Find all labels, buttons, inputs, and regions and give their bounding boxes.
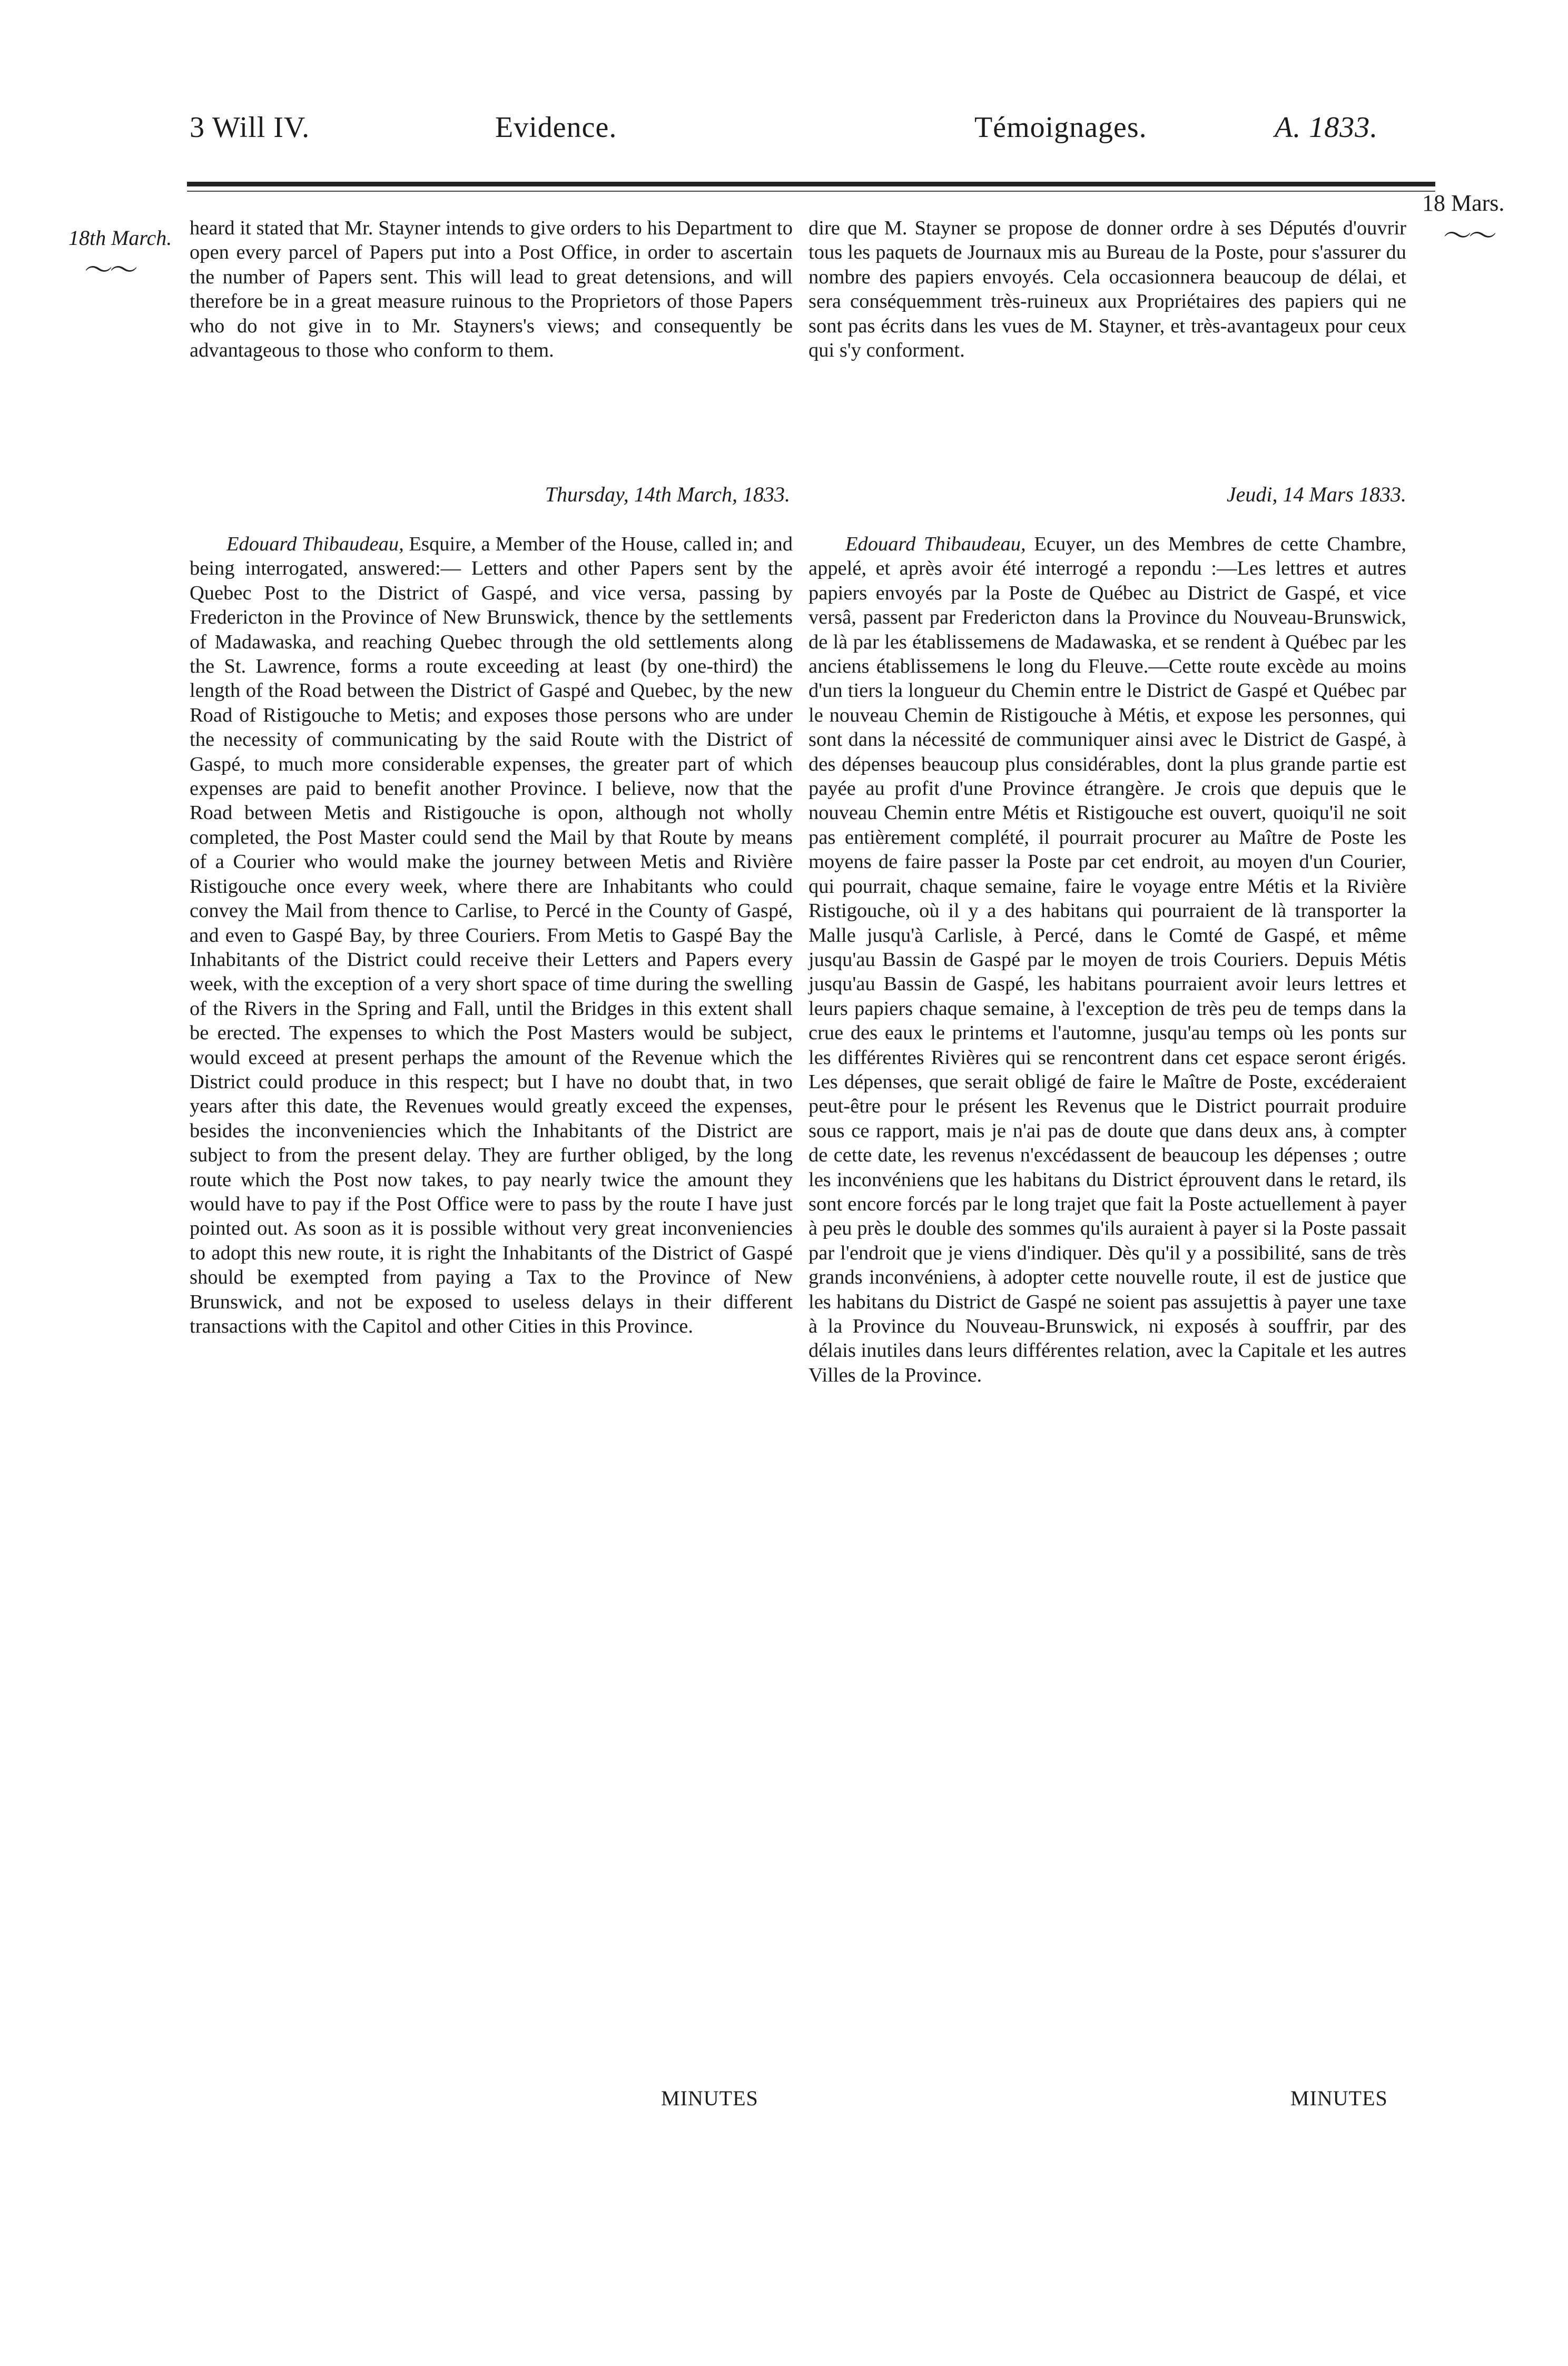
- header-year: A. 1833.: [1275, 111, 1378, 144]
- testimony-french-paragraph: [808, 532, 1406, 1387]
- dateline-french: Jeudi, 14 Mars 1833.: [1226, 482, 1406, 506]
- top-french-text: dire que M. Stayner se propose de donner ordre à ses Députés d'ouvrir tous les paquets de Journaux mis au Bureau de la Poste, pour s'assurer du nombre des papiers envoyés. Cela occasionnera beaucoup de délai, et sera conséquemment très-ruineux aux Propriétaires des papiers qui ne sont pas écrits dans les vues de M. Stayner, et très-avantageux pour ceux qui s'y conforment.: [808, 217, 1406, 362]
- testimony-english-paragraph: [190, 532, 793, 1338]
- header-rule-thin: [187, 191, 1435, 192]
- speaker-name-french: Edouard Thibaudeau,: [845, 533, 1026, 555]
- testimony-french-column: [808, 532, 1406, 1387]
- testimony-french-text: Ecuyer, un des Membres de cette Chambre, appelé, et après avoir été interrogé a repondu :—Les lettres et autres papiers envoyés par la Poste de Québec au District de Gaspé, et vice versâ, passent par Fredericton dans la Province du Nouveau-Brunswick, de là par les établissemens de Madawaska, et se rendent à Québec par les anciens établissemens le long du Fleuve.—Cette route excède au moins d'un tiers la longueur du Chemin entre le District de Gaspé et Québec par le nouveau Chemin de Ristigouche à Métis, et expose les personnes, qui sont dans la nécessité de communiquer ainsi avec le District de Gaspé, à des dépenses beaucoup plus considérables, dont la plus grande partie est payée au profit d'une Province étrangère. Je crois que depuis que le nouveau Chemin entre Métis et Ristigouche est ouvert, quoiqu'il ne soit pas entièrement complété, il pourrait procurer au Maître de Poste les moyens de faire passer la Poste par cet endroit, au moyen d'un Courier, qui pourrait, chaque semaine, faire le voyage entre Métis et la Rivière Ristigouche, où il y a des habitans qui pourraient de là transporter la Malle jusqu'à Carlisle, à Percé, dans le Comté de Gaspé, et même jusqu'au Bassin de Gaspé par le moyen de trois Couriers. Depuis Métis jusqu'au Bassin de Gaspé, les habitans pourraient avoir leurs lettres et leurs papiers chaque semaine, à l'exception de très peu de temps dans la crue des eaux le printems et l'automne, jusqu'au temps où les ponts sur les différentes Rivières qui se rencontrent dans cet espace seront érigés. Les dépenses, que serait obligé de faire le Maître de Poste, excéderaient peut-être pour le présent les Revenus que le District pourrait produire sous ce rapport, mais je n'ai pas de doute que dans deux ans, à compter de cette date, les revenus n'excédassent de beaucoup les dépenses ; outre les inconvéniens que les habitans du District éprouvent dans le retard, ils sont encore forcés par le long trajet que fait la Poste actuellement à payer à peu près le double des sommes qu'ils auraient à payer si la Poste passait par l'endroit que je viens d'indiquer. Dès qu'il y a possibilité, sans de très grands inconvéniens, à adopter cette nouvelle route, il est de justice que les habitans du District de Gaspé ne soient pas assujettis à payer une taxe à la Province du Nouveau-Brunswick, ni exposés à souffrir, par des délais inutiles dans leurs différentes relation, avec la Capitale et les autres Villes de la Province.: [808, 533, 1407, 1386]
- catchword-right: MINUTES: [1290, 2086, 1388, 2110]
- header-right-title: Témoignages.: [974, 111, 1147, 144]
- header-rule: [187, 182, 1435, 186]
- brace-ornament-right-icon: 〜〜: [1443, 220, 1494, 252]
- brace-ornament-left-icon: 〜〜: [84, 254, 135, 286]
- header-session: 3 Will IV.: [190, 111, 310, 144]
- top-english-text: heard it stated that Mr. Stayner intends to give orders to his Department to open every parcel of Papers put into a Post Office, in order to ascertain the number of Papers sent. This will lead to great detensions, and will therefore be in a great measure ruinous to the Proprietors of those Papers who do not give in to Mr. Stayners's views; and consequently be advantageous to those who conform to them.: [190, 217, 793, 362]
- top-french-column: [808, 216, 1406, 362]
- testimony-english-text: Esquire, a Member of the House, called in; and being interrogated, answered:— Letters and other Papers sent by the Quebec Post to the District of Gaspé, and vice versa, passing by Fredericton in the Province of New Brunswick, thence by the settlements of Madawaska, and reaching Quebec through the old settlements along the St. Lawrence, forms a route exceeding at least (by one-third) the length of the Road between the District of Gaspé and Quebec, by the new Road of Ristigouche to Metis; and exposes those persons who are under the necessity of communicating by the said Route with the District of Gaspé, to much more considerable expenses, the greater part of which expenses are paid to benefit another Province. I believe, now that the Road between Metis and Ristigouche is opon, although not wholly completed, the Post Master could send the Mail by that Route by means of a Courier who would make the journey between Metis and Rivière Ristigouche once every week, where there are Inhabitants who could convey the Mail from thence to Carlise, to Percé in the County of Gaspé, and even to Gaspé Bay, by three Couriers. From Metis to Gaspé Bay the Inhabitants of the District could receive their Letters and Papers every week, with the exception of a very short space of time during the swelling of the Rivers in the Spring and Fall, until the Bridges in this extent shall be erected. The expenses to which the Post Masters would be subject, would exceed at present perhaps the amount of the Revenue which the District could produce in this respect; but I have no doubt that, in two years after this date, the Revenues would greatly exceed the expenses, besides the inconveniencies which the Inhabitants of the District are subject to from the present delay. They are further obliged, by the long route which the Post now takes, to pay nearly twice the amount they would have to pay if the Post Office were to pass by the route I have just pointed out. As soon as it is possible without very great inconveniencies to adopt this new route, it is right the Inhabitants of the District of Gaspé should be exempted from paying a Tax to the Province of New Brunswick, and not be exposed to useless delays in their different transactions with the Capitol and other Cities in this Province.: [190, 533, 793, 1337]
- testimony-english-column: [190, 532, 793, 1338]
- margin-date-left: 18th March.: [68, 226, 172, 250]
- speaker-name-english: Edouard Thibaudeau,: [226, 533, 404, 555]
- catchword-left: MINUTES: [661, 2086, 758, 2110]
- top-english-column: [190, 216, 793, 362]
- dateline-english: Thursday, 14th March, 1833.: [545, 482, 790, 506]
- margin-date-right: 18 Mars.: [1422, 190, 1505, 216]
- header-left-title: Evidence.: [495, 111, 617, 144]
